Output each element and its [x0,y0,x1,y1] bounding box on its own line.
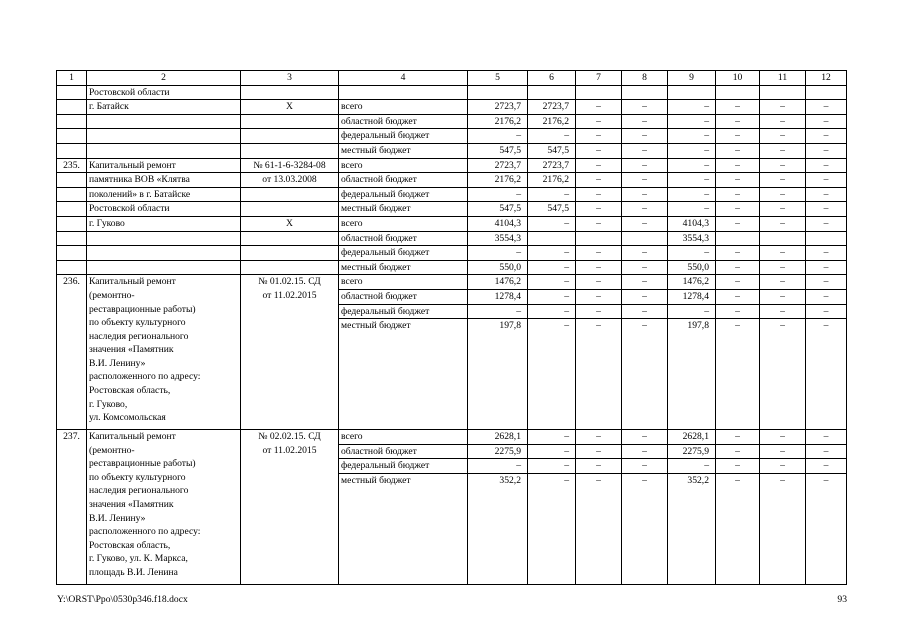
value-cell: 2723,7 [468,158,528,173]
object-name [87,231,241,246]
value-cell: – [716,275,760,290]
value-cell: 352,2 [668,473,716,584]
value-cell [576,231,622,246]
funding-type: всего [339,216,468,231]
value-cell: – [576,430,622,445]
document-ref: Х [241,100,339,115]
value-cell: 2723,7 [528,158,576,173]
object-name-line: ул. Комсомольская [89,412,166,424]
value-cell: – [576,444,622,459]
value-cell: – [622,143,668,158]
value-cell: – [716,260,760,275]
value-cell: – [576,319,622,430]
value-cell: 3554,3 [468,231,528,246]
object-name-line: расположенного по адресу: [89,526,201,538]
value-cell: – [622,319,668,430]
value-cell: – [760,114,806,129]
value-cell [806,231,847,246]
table-row [57,129,847,144]
value-cell: – [668,246,716,261]
value-cell: – [716,187,760,202]
value-cell: – [622,129,668,144]
funding-type: местный бюджет [339,202,468,217]
value-cell: – [760,246,806,261]
value-cell: – [576,202,622,217]
value-cell: – [528,430,576,445]
object-name-line: значения «Памятник [89,344,174,356]
value-cell: – [468,129,528,144]
value-cell: – [528,187,576,202]
object-name: г. Батайск [87,100,241,115]
value-cell: – [528,289,576,304]
object-name-line: г. Гуково, [89,398,128,410]
funding-type: федеральный бюджет [339,187,468,202]
value-cell: – [806,275,847,290]
value-cell: – [528,246,576,261]
funding-type: местный бюджет [339,319,468,430]
value-cell: – [760,187,806,202]
value-cell: – [716,114,760,129]
value-cell [622,231,668,246]
value-cell: – [576,114,622,129]
value-cell: – [716,459,760,474]
value-cell: – [576,100,622,115]
value-cell: – [668,304,716,319]
value-cell: – [716,444,760,459]
header-row [57,71,847,86]
value-cell: – [806,129,847,144]
value-cell: 1476,2 [668,275,716,290]
value-cell: – [622,216,668,231]
funding-type: областной бюджет [339,289,468,304]
table-row [57,100,847,115]
value-cell: – [622,430,668,445]
value-cell: – [760,289,806,304]
value-cell: 4104,3 [468,216,528,231]
value-cell: – [576,129,622,144]
value-cell [576,85,622,100]
object-name-line: расположенного по адресу: [89,371,201,383]
value-cell: 2275,9 [668,444,716,459]
value-cell: – [468,246,528,261]
value-cell: 197,8 [668,319,716,430]
value-cell: 2176,2 [468,114,528,129]
value-cell: 2628,1 [668,430,716,445]
value-cell [716,231,760,246]
object-name [87,143,241,158]
value-cell: – [668,173,716,188]
value-cell: 2275,9 [468,444,528,459]
object-name-line: по объекту культурного [89,317,186,329]
value-cell: – [806,289,847,304]
object-name: Капитальный ремонт [87,158,241,173]
value-cell: – [468,459,528,474]
object-name-line: г. Гуково, ул. К. Маркса, [89,553,188,565]
column-header: 5 [468,71,528,86]
value-cell: – [806,260,847,275]
value-cell: – [760,143,806,158]
column-header: 12 [806,71,847,86]
value-cell: – [806,202,847,217]
value-cell: – [760,202,806,217]
value-cell: – [716,246,760,261]
value-cell: – [716,430,760,445]
file-path: Y:\ORST\Ppo\0530p346.f18.docx [57,594,188,605]
column-header: 11 [760,71,806,86]
value-cell: – [806,158,847,173]
value-cell: – [622,473,668,584]
object-name-line: площадь В.И. Ленина [89,567,178,579]
value-cell: – [806,444,847,459]
object-name-line: Ростовская область, [89,385,171,397]
funding-type: местный бюджет [339,143,468,158]
row-number: 237. [57,430,87,585]
object-name-line: реставрационные работы) [89,458,196,470]
value-cell: – [576,275,622,290]
table-row [57,173,847,188]
value-cell: – [668,202,716,217]
object-name-line: наследия регионального [89,330,189,342]
value-cell: – [622,246,668,261]
column-header: 7 [576,71,622,86]
value-cell: – [716,173,760,188]
column-header: 9 [668,71,716,86]
column-header: 8 [622,71,668,86]
object-name-line: (ремонтно- [89,444,135,456]
value-cell: – [528,275,576,290]
value-cell: 2176,2 [528,114,576,129]
value-cell: – [668,459,716,474]
funding-type [339,85,468,100]
value-cell: – [806,304,847,319]
value-cell: – [576,187,622,202]
value-cell: – [622,275,668,290]
value-cell: – [528,319,576,430]
value-cell: – [622,459,668,474]
value-cell: – [622,187,668,202]
document-ref-line: № 02.02.15. СД [258,431,321,443]
value-cell: – [806,143,847,158]
value-cell [528,85,576,100]
value-cell: – [806,473,847,584]
column-header: 1 [57,71,87,86]
column-header: 4 [339,71,468,86]
row-number [57,187,87,202]
funding-type: областной бюджет [339,173,468,188]
column-header: 10 [716,71,760,86]
value-cell: – [716,304,760,319]
page-number: 93 [837,594,847,605]
object-name-line: (ремонтно- [89,289,135,301]
document-ref [241,231,339,246]
funding-type: федеральный бюджет [339,304,468,319]
funding-type: всего [339,430,468,445]
funding-type: федеральный бюджет [339,129,468,144]
object-name: Ростовской области [87,202,241,217]
funding-type: федеральный бюджет [339,459,468,474]
value-cell: – [528,260,576,275]
document-ref: Х [241,216,339,231]
value-cell: – [760,304,806,319]
value-cell: – [716,129,760,144]
value-cell: – [806,319,847,430]
value-cell: 547,5 [528,202,576,217]
value-cell: – [760,444,806,459]
value-cell: – [622,304,668,319]
value-cell: – [622,158,668,173]
value-cell: – [528,129,576,144]
value-cell: 2723,7 [528,100,576,115]
row-number: 235. [57,158,87,173]
document-ref [241,260,339,275]
value-cell: – [622,444,668,459]
value-cell: 4104,3 [668,216,716,231]
value-cell: – [760,100,806,115]
row-number [57,143,87,158]
value-cell: 2723,7 [468,100,528,115]
value-cell: – [760,275,806,290]
value-cell: – [716,216,760,231]
object-name [87,129,241,144]
object-name: памятника ВОВ «Клятва [87,173,241,188]
object-name: г. Гуково [87,216,241,231]
table-row [57,231,847,246]
table-row [57,275,847,290]
funding-type: федеральный бюджет [339,246,468,261]
value-cell: – [760,459,806,474]
value-cell: 2176,2 [468,173,528,188]
table-row [57,260,847,275]
funding-type: всего [339,158,468,173]
value-cell [528,231,576,246]
row-number [57,85,87,100]
value-cell: – [576,260,622,275]
value-cell [468,85,528,100]
value-cell: – [760,216,806,231]
value-cell: – [668,187,716,202]
table-row [57,187,847,202]
value-cell [716,85,760,100]
document-ref [241,275,339,430]
value-cell: – [576,304,622,319]
value-cell: 547,5 [468,143,528,158]
value-cell: – [668,158,716,173]
value-cell: – [760,473,806,584]
value-cell: – [806,100,847,115]
value-cell: – [622,202,668,217]
object-name [87,260,241,275]
funding-type: областной бюджет [339,231,468,246]
value-cell: 2176,2 [528,173,576,188]
value-cell: 1278,4 [468,289,528,304]
value-cell: – [806,114,847,129]
value-cell: – [528,304,576,319]
value-cell: – [668,129,716,144]
value-cell: – [576,158,622,173]
value-cell: – [806,459,847,474]
value-cell: – [622,114,668,129]
object-name-line: значения «Памятник [89,499,174,511]
value-cell: – [806,246,847,261]
value-cell: – [668,143,716,158]
value-cell: – [622,260,668,275]
object-name-line: В.И. Ленину» [89,512,146,524]
value-cell: 547,5 [528,143,576,158]
object-name [87,275,241,430]
value-cell: – [716,473,760,584]
value-cell: 550,0 [668,260,716,275]
value-cell: – [528,459,576,474]
value-cell: – [716,158,760,173]
document-ref [241,143,339,158]
value-cell: – [806,216,847,231]
value-cell: – [528,216,576,231]
value-cell: 1278,4 [668,289,716,304]
object-name-line: по объекту культурного [89,471,186,483]
document-ref: от 13.03.2008 [241,173,339,188]
value-cell: – [806,173,847,188]
value-cell: – [468,187,528,202]
row-number [57,231,87,246]
value-cell: 197,8 [468,319,528,430]
funding-type: областной бюджет [339,114,468,129]
document-ref [241,187,339,202]
row-number [57,216,87,231]
document-ref [241,129,339,144]
row-number [57,173,87,188]
funding-type: местный бюджет [339,473,468,584]
value-cell: – [716,319,760,430]
row-number [57,246,87,261]
value-cell: 1476,2 [468,275,528,290]
object-name-line: наследия регионального [89,485,189,497]
value-cell: – [760,158,806,173]
value-cell: – [716,143,760,158]
document-ref-line: № 01.02.15. СД [258,276,321,288]
value-cell: – [622,100,668,115]
table-row [57,202,847,217]
row-number [57,260,87,275]
value-cell [760,85,806,100]
value-cell: – [576,289,622,304]
object-name-line: реставрационные работы) [89,303,196,315]
value-cell [806,85,847,100]
document-ref-line: от 11.02.2015 [262,444,317,456]
object-name: Ростовской области [87,85,241,100]
value-cell: – [760,319,806,430]
value-cell: 547,5 [468,202,528,217]
value-cell: 550,0 [468,260,528,275]
funding-type: местный бюджет [339,260,468,275]
value-cell [760,231,806,246]
table-row [57,85,847,100]
value-cell: – [760,173,806,188]
column-header: 3 [241,71,339,86]
value-cell: – [668,100,716,115]
value-cell: – [668,114,716,129]
object-name [87,430,241,585]
budget-table [56,70,847,585]
value-cell: – [760,260,806,275]
object-name-line: В.И. Ленину» [89,357,146,369]
table-row [57,216,847,231]
column-header: 2 [87,71,241,86]
object-name [87,114,241,129]
row-number: 236. [57,275,87,430]
object-name: поколений» в г. Батайске [87,187,241,202]
value-cell: 3554,3 [668,231,716,246]
object-name [87,246,241,261]
row-number [57,114,87,129]
table-row [57,114,847,129]
column-header: 6 [528,71,576,86]
table-row [57,143,847,158]
object-name-line: Ростовская область, [89,539,171,551]
value-cell: – [576,246,622,261]
value-cell: – [716,289,760,304]
value-cell: – [576,173,622,188]
document-ref-line: от 11.02.2015 [262,289,317,301]
value-cell: – [760,430,806,445]
value-cell: – [576,143,622,158]
value-cell: – [576,216,622,231]
value-cell: – [528,444,576,459]
document-ref [241,246,339,261]
row-number [57,129,87,144]
document-ref [241,114,339,129]
value-cell [622,85,668,100]
value-cell [668,85,716,100]
row-number [57,202,87,217]
funding-type: областной бюджет [339,444,468,459]
document-ref [241,430,339,585]
document-ref [241,85,339,100]
value-cell: – [622,289,668,304]
value-cell: 2628,1 [468,430,528,445]
value-cell: – [716,100,760,115]
value-cell: – [716,202,760,217]
funding-type: всего [339,275,468,290]
object-name-line: Капитальный ремонт [89,276,176,288]
value-cell: – [806,187,847,202]
value-cell: – [760,129,806,144]
object-name-line: Капитальный ремонт [89,431,176,443]
value-cell: – [468,304,528,319]
row-number [57,100,87,115]
value-cell: – [576,459,622,474]
value-cell: – [528,473,576,584]
table-row [57,246,847,261]
document-ref: № 61-1-6-3284-08 [241,158,339,173]
funding-type: всего [339,100,468,115]
table-row [57,430,847,445]
value-cell: – [622,173,668,188]
value-cell: – [806,430,847,445]
table-row [57,158,847,173]
value-cell: 352,2 [468,473,528,584]
document-ref [241,202,339,217]
value-cell: – [576,473,622,584]
